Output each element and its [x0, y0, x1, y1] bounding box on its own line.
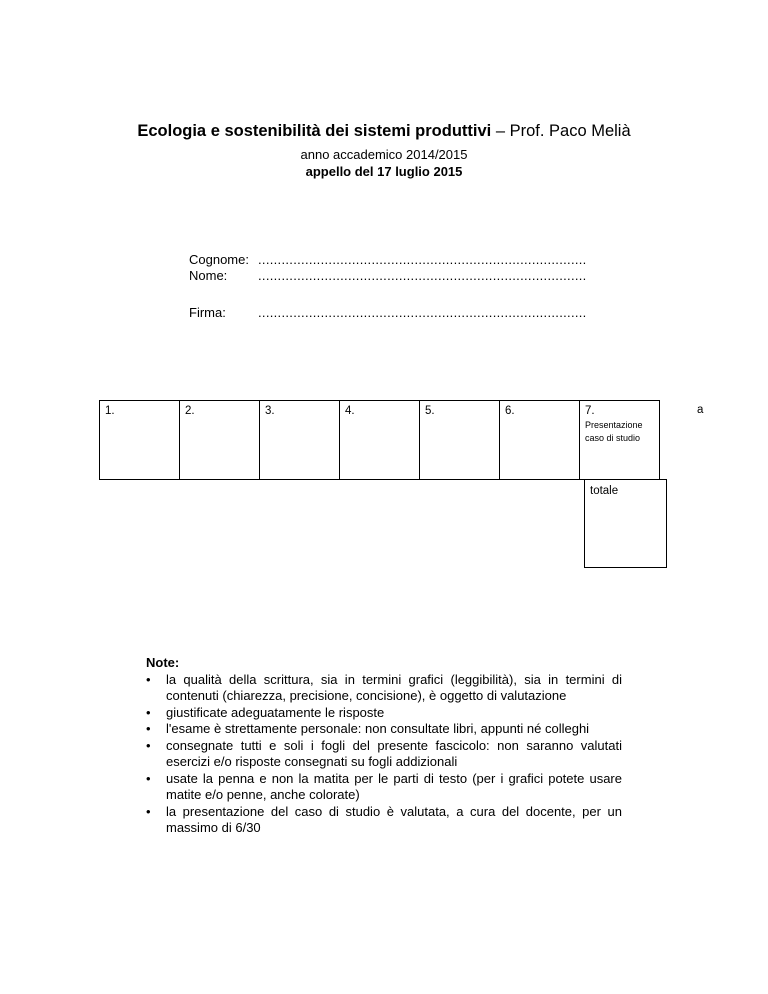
score-cell-3[interactable] — [260, 401, 340, 480]
list-item: • la presentazione del caso di studio è valutata, a cura del docente, per un massimo di 6/30 — [146, 804, 622, 837]
signature-field[interactable] — [189, 305, 587, 320]
score-cell-label: 5. — [425, 405, 435, 417]
professor-name: – Prof. Paco Melià — [491, 122, 631, 140]
signature-label: Firma: — [189, 305, 226, 320]
notes-list — [146, 672, 622, 837]
surname-field[interactable] — [189, 252, 587, 267]
list-item: • consegnate tutti e soli i fogli del presente fascicolo: non saranno valutati esercizi e/o risposte consegnati su fogli addizionali — [146, 738, 622, 771]
course-title: Ecologia e sostenibilità dei sistemi produttivi — [137, 122, 492, 140]
case-study-label: Presentazione caso di studio — [585, 420, 643, 443]
list-item: • l'esame è strettamente personale: non consultate libri, appunti né colleghi — [146, 721, 622, 738]
score-cell-label: 2. — [185, 405, 195, 417]
score-cell-6[interactable] — [500, 401, 580, 480]
score-cell-label: 7. — [585, 405, 595, 417]
list-item: • giustificate adeguatamente le risposte — [146, 705, 622, 722]
score-cell-7[interactable] — [580, 401, 660, 480]
name-field[interactable] — [189, 268, 587, 283]
score-table — [99, 400, 660, 480]
surname-line: .................................................................................... — [258, 252, 587, 267]
score-cell-label: 4. — [345, 405, 355, 417]
list-item: • la qualità della scrittura, sia in termini grafici (leggibilità), sia in termini di contenuti (chiarezza, precisione, concisione), è oggetto di valutazione — [146, 672, 622, 705]
score-cell-label: 6. — [505, 405, 515, 417]
name-label: Nome: — [189, 268, 228, 283]
page-title — [0, 122, 768, 141]
total-label: totale — [590, 485, 619, 497]
exam-date: appello del 17 luglio 2015 — [305, 164, 463, 179]
score-cell-label: 3. — [265, 405, 275, 417]
score-cell-5[interactable] — [420, 401, 500, 480]
notes-title: Note: — [146, 655, 180, 670]
academic-year: anno accademico 2014/2015 — [300, 147, 468, 162]
notes-section — [146, 655, 622, 837]
list-item: • usate la penna e non la matita per le parti di testo (per i grafici potete usare matite e/o penne, anche colorate) — [146, 771, 622, 804]
surname-label: Cognome: — [189, 252, 249, 267]
total-box[interactable] — [584, 479, 667, 568]
name-line: .................................................................................... — [258, 268, 587, 283]
signature-line: .................................................................................... — [258, 305, 587, 320]
score-cell-label: 1. — [105, 405, 115, 417]
score-cell-4[interactable] — [340, 401, 420, 480]
score-cell-1[interactable] — [100, 401, 180, 480]
stray-letter: a — [697, 404, 704, 416]
score-cell-2[interactable] — [180, 401, 260, 480]
